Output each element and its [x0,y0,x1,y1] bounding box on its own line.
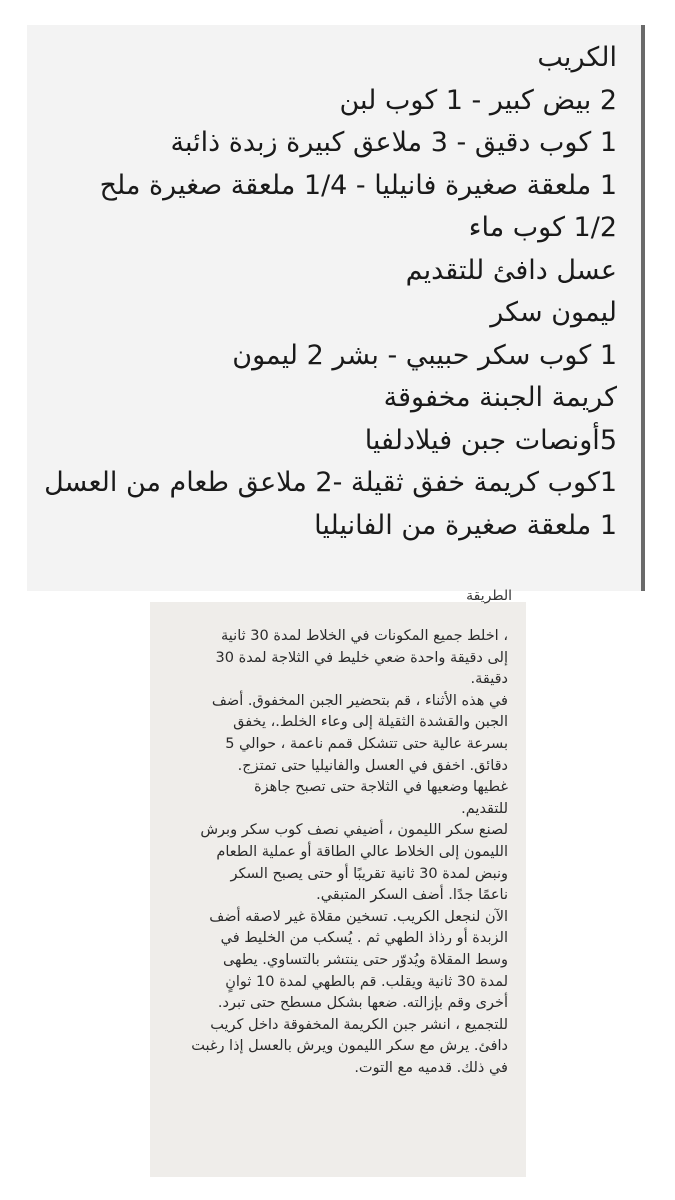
ingredient-line: عسل دافئ للتقديم [405,254,617,286]
ingredients-note [27,25,645,591]
instruction-line: ونبض لمدة 30 ثانية تقريبًا أو حتى يصبح السكر [230,865,508,882]
instructions-list [150,602,526,1079]
ingredient-line: 1كوب كريمة خفق ثقيلة -2 ملاعق طعام من العسل [44,467,617,498]
instruction-line: دافئ. يرش مع سكر الليمون ويرش بالعسل إذا رغبت [191,1038,508,1055]
ingredients-list [27,25,641,547]
instructions-cut-heading: الطريقة [466,588,512,604]
instruction-line: الزبدة أو رذاذ الطهي ثم . يُسكب من الخليط في [220,930,508,947]
instruction-line: للتقديم. [461,800,508,817]
instruction-line: للتجميع ، انشر جبن الكريمة المخفوقة داخل كريب [210,1016,508,1033]
instruction-line: وسط المقلاة ويُدوّر حتى ينتشر بالتساوي. يطهى [222,951,508,968]
instruction-line: دقيقة. [470,671,508,688]
instruction-line: أخرى وقم بإزالته. ضعها بشكل مسطح حتى تبرد. [217,995,508,1012]
instruction-line: في هذه الأثناء ، قم بتحضير الجبن المخفوق. أضف [211,692,508,709]
instruction-line: في ذلك. قدميه مع التوت. [354,1059,508,1076]
instruction-line: لصنع سكر الليمون ، أضيفي نصف كوب سكر وبرش [200,822,508,839]
ingredient-section-heading: كريمة الجبنة مخفوقة [383,382,617,413]
ingredient-line: 1 كوب سكر حبيبي - بشر 2 ليمون [232,339,617,371]
instruction-line: الجبن والقشدة الثقيلة إلى وعاء الخلط.، يخفق [233,714,508,731]
ingredient-line: 2 بيض كبير - 1 كوب لبن [339,84,617,116]
instructions-note [150,588,526,1177]
instruction-line: ، اخلط جميع المكونات في الخلاط لمدة 30 ثانية [221,628,508,644]
ingredients-title: الكريب [537,42,617,73]
instruction-line: الآن لنجعل الكريب. تسخين مقلاة غير لاصقه أضف [209,908,508,925]
instruction-line: لمدة 30 ثانية ويقلب. قم بالطهي لمدة 10 ثوانٍ [225,973,508,990]
ingredient-line: 5أونصات جبن فيلادلفيا [364,424,617,456]
ingredient-line: 1 كوب دقيق - 3 ملاعق كبيرة زبدة ذائبة [170,127,617,158]
instruction-line: ناعمًا جدًا. أضف السكر المتبقي. [316,887,508,904]
instruction-line: إلى دقيقة واحدة ضعي خليط في الثلاجة لمدة 30 [215,649,508,666]
instruction-line: بسرعة عالية حتى تتشكل قمم ناعمة ، حوالي 5 [225,735,508,752]
instruction-line: دقائق. اخفق في العسل والفانيليا حتى تمتزج. [237,757,508,774]
ingredient-line: 1 ملعقة صغيرة فانيليا - 1/4 ملعقة صغيرة ملح [99,169,617,201]
instruction-line: الليمون إلى الخلاط عالي الطاقة أو عملية الطعام [216,843,508,860]
instruction-line: غطيها وضعيها في الثلاجة حتى تصبح جاهزة [253,779,508,796]
ingredient-line: 1 ملعقة صغيرة من الفانيليا [314,509,617,541]
ingredient-line: 1/2 كوب ماء [468,212,617,243]
ingredient-section-heading: ليمون سكر [490,297,617,328]
